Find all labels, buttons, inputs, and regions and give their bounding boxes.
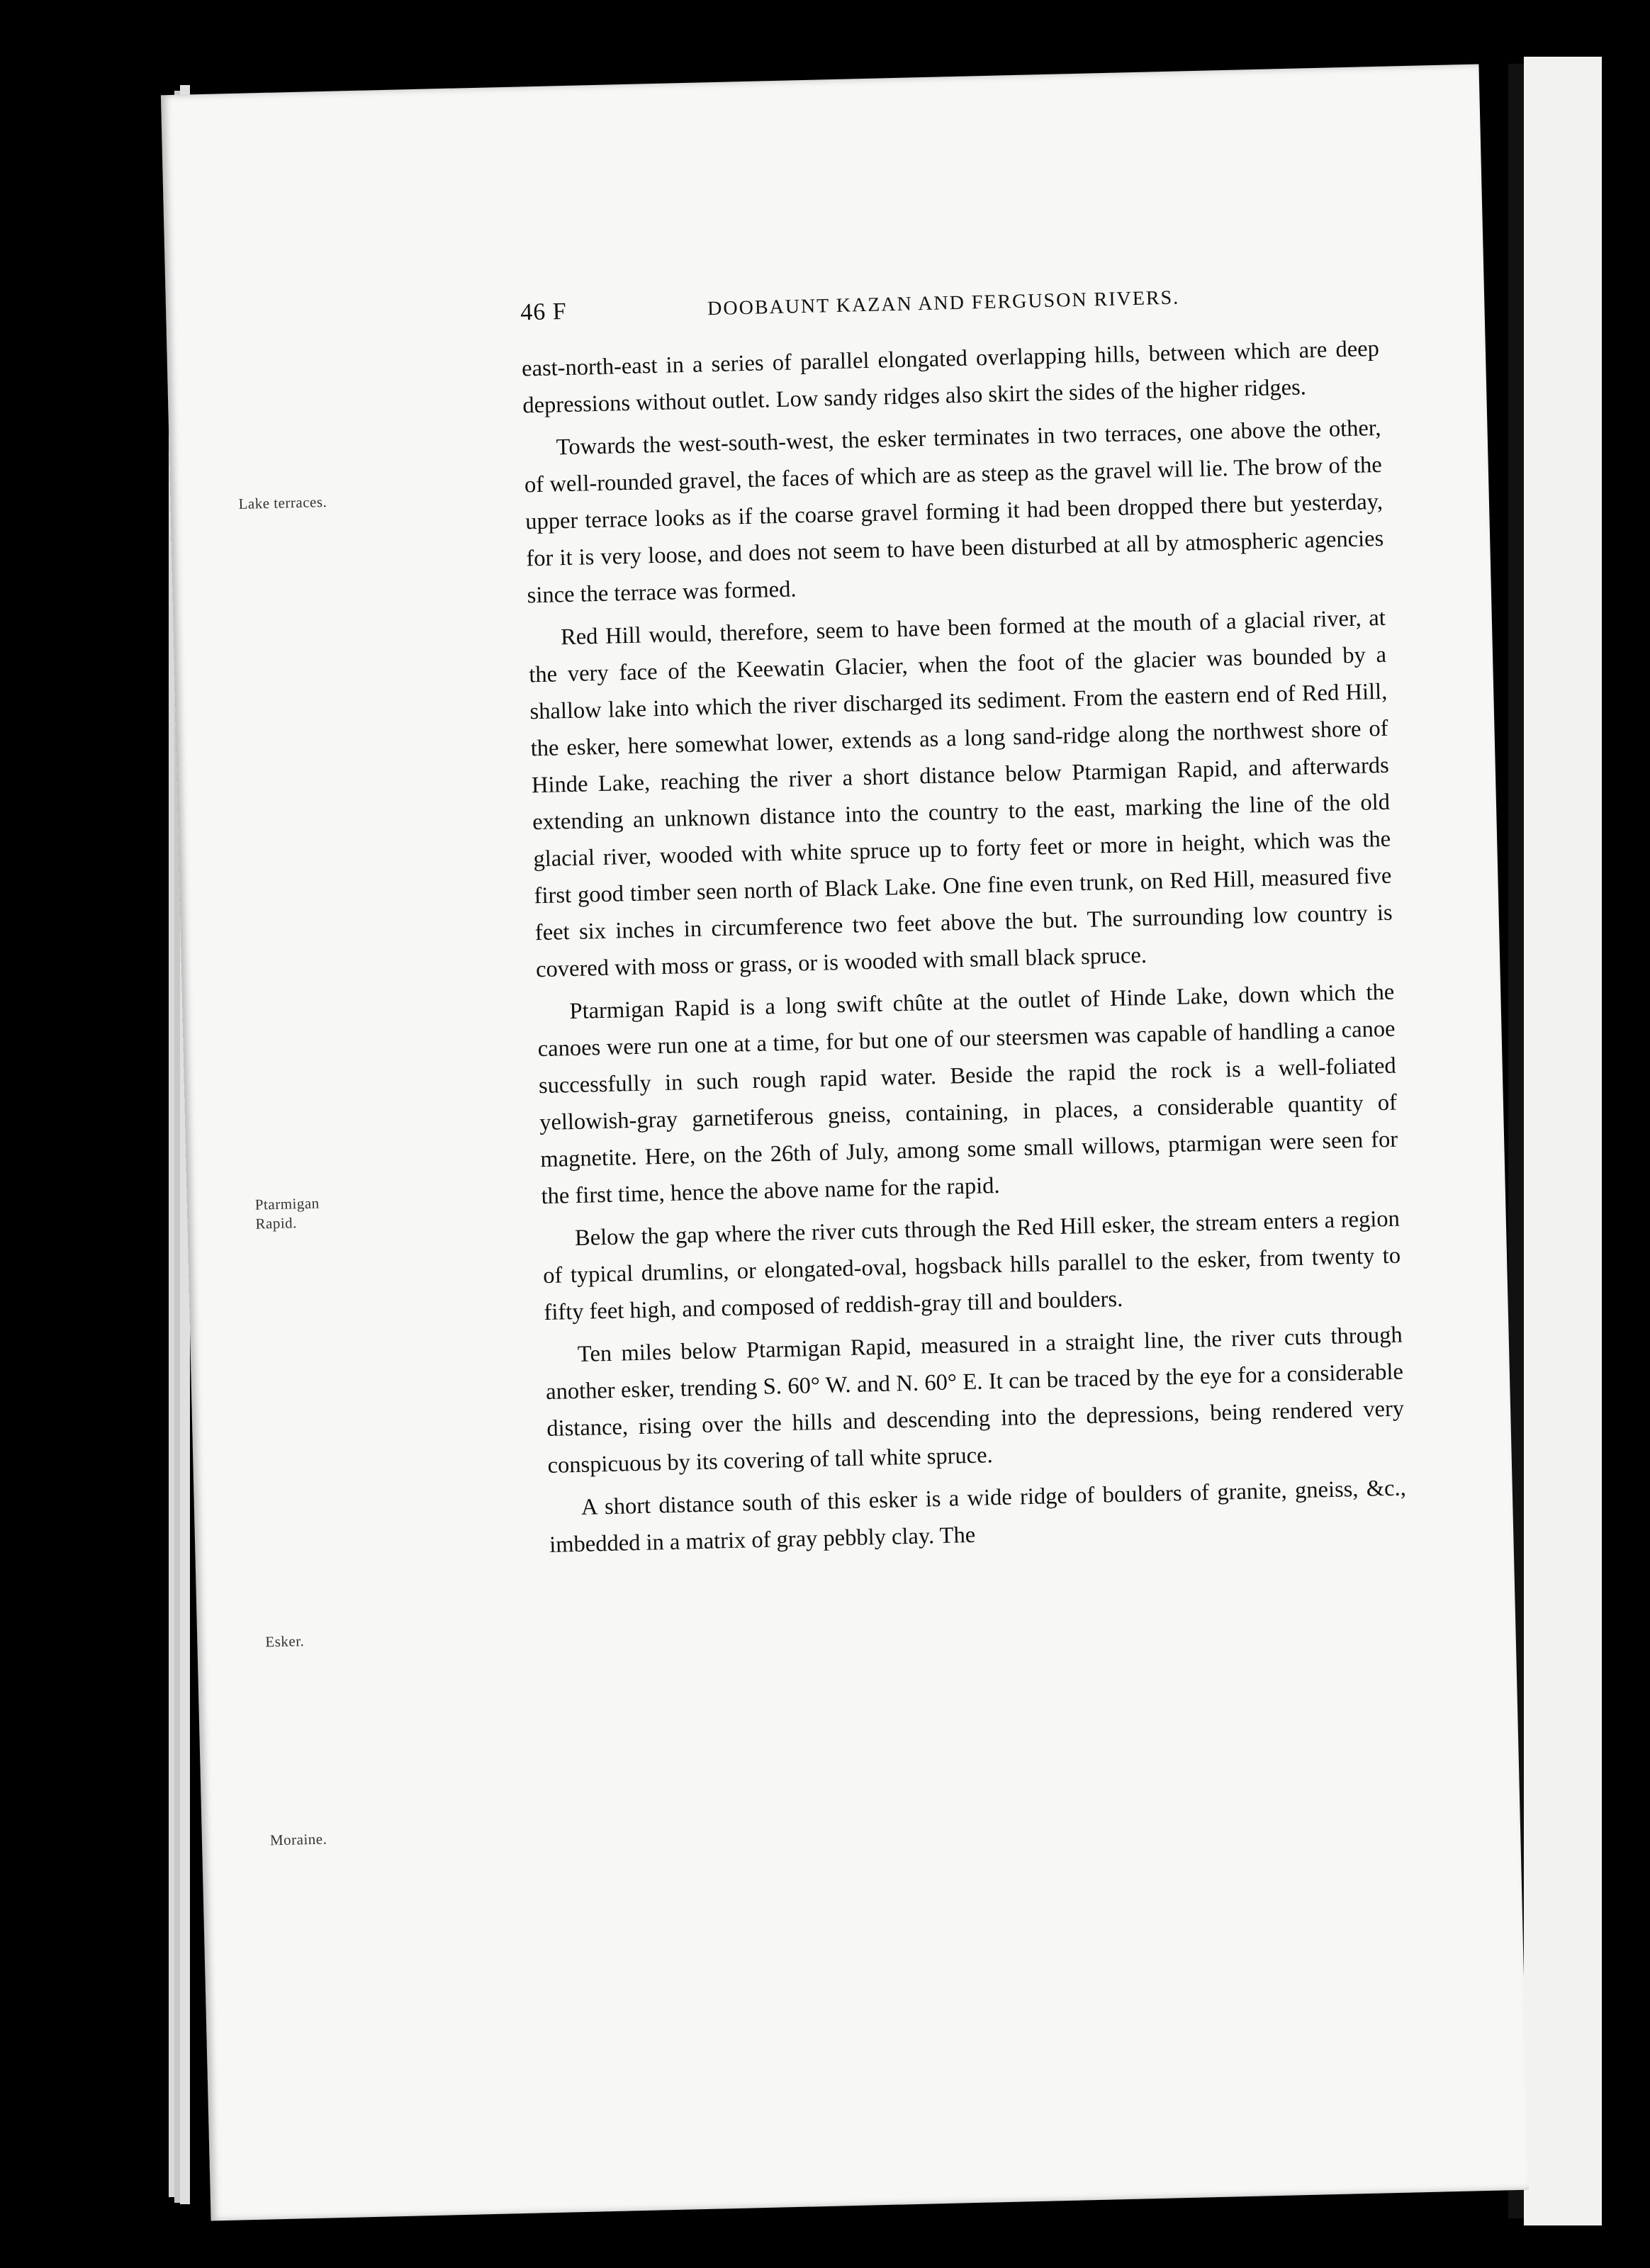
paragraph: A short distance south of this esker is a wide ridge of boulders of granite, gneiss, &c., imbedded in a matrix of gray pebbly clay. The — [549, 1475, 1407, 1558]
paragraph: east-north-east in a series of parallel elongated overlapping hills, between which are deep depressions without outlet. Low sandy ridges also skirt the sides of the higher ridges. — [521, 335, 1380, 419]
marginal-note: Lake terraces. — [238, 493, 327, 512]
marginal-note: Ptarmigan Rapid. — [254, 1194, 320, 1233]
book-page — [161, 64, 1529, 2221]
paragraph: Below the gap where the river cuts through the Red Hill esker, the stream enters a region of typical drumlins, or elongated-oval, hogsback hills parallel to the esker, from twenty to fifty feet high, and composed of reddish-gray till and boulders. — [542, 1206, 1401, 1326]
marginal-note: Esker. — [265, 1632, 305, 1651]
paragraph: Ptarmigan Rapid is a long swift chûte at the outlet of Hinde Lake, down which the canoes were run one at a time, for but one of our steersmen was capable of handling a canoe successfully in such rough rapid water. Beside the rapid the rock is a well-foliated yellowish-gray garnetiferous gneiss, containing, in places, a considerable quantity of magnetite. Here, on the 26th of July, among some small willows, ptarmigan were seen for the first time, hence the above name for the rapid. — [537, 979, 1398, 1210]
facing-page-edge — [1524, 57, 1602, 2225]
page-number: 46 F — [520, 298, 568, 326]
body-text — [522, 330, 1408, 1569]
marginal-note: Moraine. — [269, 1830, 327, 1849]
page-title: DOOBAUNT KAZAN AND FERGUSON RIVERS. — [707, 286, 1180, 320]
paragraph: Red Hill would, therefore, seem to have been formed at the mouth of a glacial river, at the very face of the Keewatin Glacier, when the foot of the glacier was bounded by a shallow lake into which the river discharged its sediment. From the eastern end of Red Hill, the esker, here somewhat lower, extends as a long sand-ridge along the northwest shore of Hinde Lake, reaching the river a short distance below Ptarmigan Rapid, and afterwards extending an unknown distance into the country to the east, marking the line of the old glacial river, wooded with white spruce up to forty feet or more in height, which was the first good timber seen north of Black Lake. One fine even trunk, on Red Hill, measured five feet six inches in circumference two feet above the but. The surrounding low country is covered with moss or grass, or is wooded with small black spruce. — [528, 605, 1393, 983]
paragraph: Ten miles below Ptarmigan Rapid, measured in a straight line, the river cuts through another esker, trending S. 60° W. and N. 60° E. It can be traced by the eye for a considerable distance, rising over the hills and descending into the depressions, being rendered very conspicuous by its covering of tall white spruce. — [545, 1322, 1405, 1479]
paragraph: Towards the west-south-west, the esker terminates in two terraces, one above the other, of well-rounded gravel, the faces of which are as steep as the gravel will lie. The brow of the upper terrace looks as if the coarse gravel forming it had been dropped there but yesterday, for it is very loose, and does not seem to have been disturbed at all by atmospheric agencies since the terrace was formed. — [524, 415, 1384, 609]
